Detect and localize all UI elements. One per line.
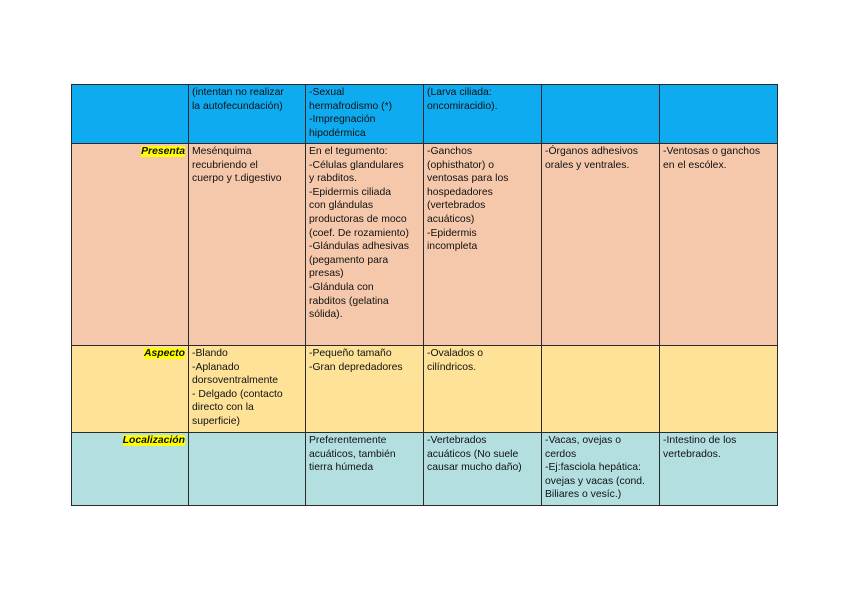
table-cell [189, 346, 306, 433]
cell-text-line: presas) [309, 268, 344, 280]
cell-text-line: hermafrodismo (*) [309, 100, 393, 112]
cell-text-line: cuerpo y t.digestivo [192, 173, 282, 185]
table-cell [424, 346, 542, 433]
cell-text-line: -Vacas, ovejas o [545, 435, 622, 446]
table-row-aspecto [72, 346, 778, 433]
cell-text-line: Preferentemente [309, 435, 387, 446]
cell-text-line: -Sexual [309, 87, 345, 98]
cell-text-line: -Órganos adhesivos [545, 146, 638, 157]
cell-text-line: -Células glandulares [309, 159, 404, 171]
table-cell [424, 144, 542, 346]
cell-text-line: ovejas y vacas (cond. [545, 475, 645, 487]
cell-text-line: -Epidermis ciliada [309, 186, 391, 198]
cell-text-line: hospedadores [427, 186, 493, 198]
cell-text-line: la autofecundación) [192, 100, 283, 112]
cell-text-line: sólida). [309, 309, 343, 321]
table-cell [542, 433, 660, 506]
cell-text-line: -Ventosas o ganchos [663, 146, 761, 157]
table-cell [542, 85, 660, 144]
cell-text-line: con glándulas [309, 200, 374, 212]
classification-table [71, 84, 778, 506]
cell-text-line: superficie) [192, 415, 240, 427]
table-cell [189, 144, 306, 346]
cell-text-line: -Ovalados o [427, 348, 484, 359]
table-cell [424, 85, 542, 144]
cell-text-line: -Impregnación [309, 114, 376, 126]
cell-text-line: -Blando [192, 348, 228, 359]
cell-text-line: -Aplanado [192, 361, 240, 373]
table-cell [660, 85, 778, 144]
cell-text-line: (intentan no realizar [192, 87, 284, 98]
table-cell [189, 433, 306, 506]
cell-text-line: Mesénquima [192, 146, 252, 157]
table-cell [424, 433, 542, 506]
cell-text-line: acuáticos, también [309, 448, 396, 460]
table-cell [660, 433, 778, 506]
cell-text-line: acuáticos) [427, 213, 475, 225]
table-cell [542, 346, 660, 433]
table-cell [306, 144, 424, 346]
cell-text-line: en el escólex. [663, 159, 727, 171]
row-label-cell [72, 433, 189, 506]
cell-text-line: (ophisthator) o [427, 159, 494, 171]
cell-text-line: -Glándula con [309, 281, 374, 293]
row-label-localizacion: Localización [122, 435, 185, 446]
row-label-presenta: Presenta [141, 146, 185, 157]
cell-text-line: -Intestino de los [663, 435, 737, 446]
table-cell [306, 85, 424, 144]
table-cell [306, 433, 424, 506]
row-label-aspecto: Aspecto [144, 348, 185, 359]
table-cell [306, 346, 424, 433]
cell-text-line: (Larva ciliada: [427, 87, 492, 98]
cell-text-line: -Vertebrados [427, 435, 487, 446]
cell-text-line: hipodérmica [309, 127, 366, 139]
cell-text-line: y rabditos. [309, 173, 357, 185]
table-row-continuation [72, 85, 778, 144]
cell-text-line: -Glándulas adhesivas [309, 241, 409, 253]
cell-text-line: dorsoventralmente [192, 375, 279, 387]
cell-text-line: (coef. De rozamiento) [309, 227, 409, 239]
cell-text-line: -Pequeño tamaño [309, 348, 392, 359]
cell-text-line: -Epidermis [427, 227, 477, 239]
cell-text-line: tierra húmeda [309, 462, 374, 474]
cell-text-line: recubriendo el [192, 159, 258, 171]
row-label-cell [72, 85, 189, 144]
cell-text-line: productoras de moco [309, 213, 407, 225]
row-label-cell [72, 144, 189, 346]
table-body [72, 85, 778, 506]
table-cell [189, 85, 306, 144]
cell-text-line: -Gran depredadores [309, 361, 403, 373]
row-label-cell [72, 346, 189, 433]
cell-text-line: -Ganchos [427, 146, 473, 157]
cell-text-line: causar mucho daño) [427, 462, 522, 474]
cell-text-line: (pegamento para [309, 254, 389, 266]
cell-text-line: incompleta [427, 241, 478, 253]
cell-text-line: vertebrados. [663, 448, 721, 460]
cell-text-line: cilíndricos. [427, 361, 477, 373]
cell-text-line: orales y ventrales. [545, 159, 630, 171]
cell-text-line: Biliares o vesíc.) [545, 489, 622, 501]
cell-text-line: oncomiracidio). [427, 100, 498, 112]
table-row-localizacion [72, 433, 778, 506]
cell-text-line: En el tegumento: [309, 146, 388, 157]
cell-text-line: - Delgado (contacto [192, 388, 283, 400]
cell-text-line: directo con la [192, 402, 254, 414]
table-cell [542, 144, 660, 346]
cell-text-line: acuáticos (No suele [427, 448, 519, 460]
table-cell [660, 346, 778, 433]
cell-text-line: -Ej:fasciola hepática: [545, 462, 641, 474]
cell-text-line: rabditos (gelatina [309, 295, 389, 307]
table-row-presenta [72, 144, 778, 346]
cell-text-line: cerdos [545, 448, 577, 460]
cell-text-line: (vertebrados [427, 200, 486, 212]
cell-text-line: ventosas para los [427, 173, 509, 185]
table-cell [660, 144, 778, 346]
